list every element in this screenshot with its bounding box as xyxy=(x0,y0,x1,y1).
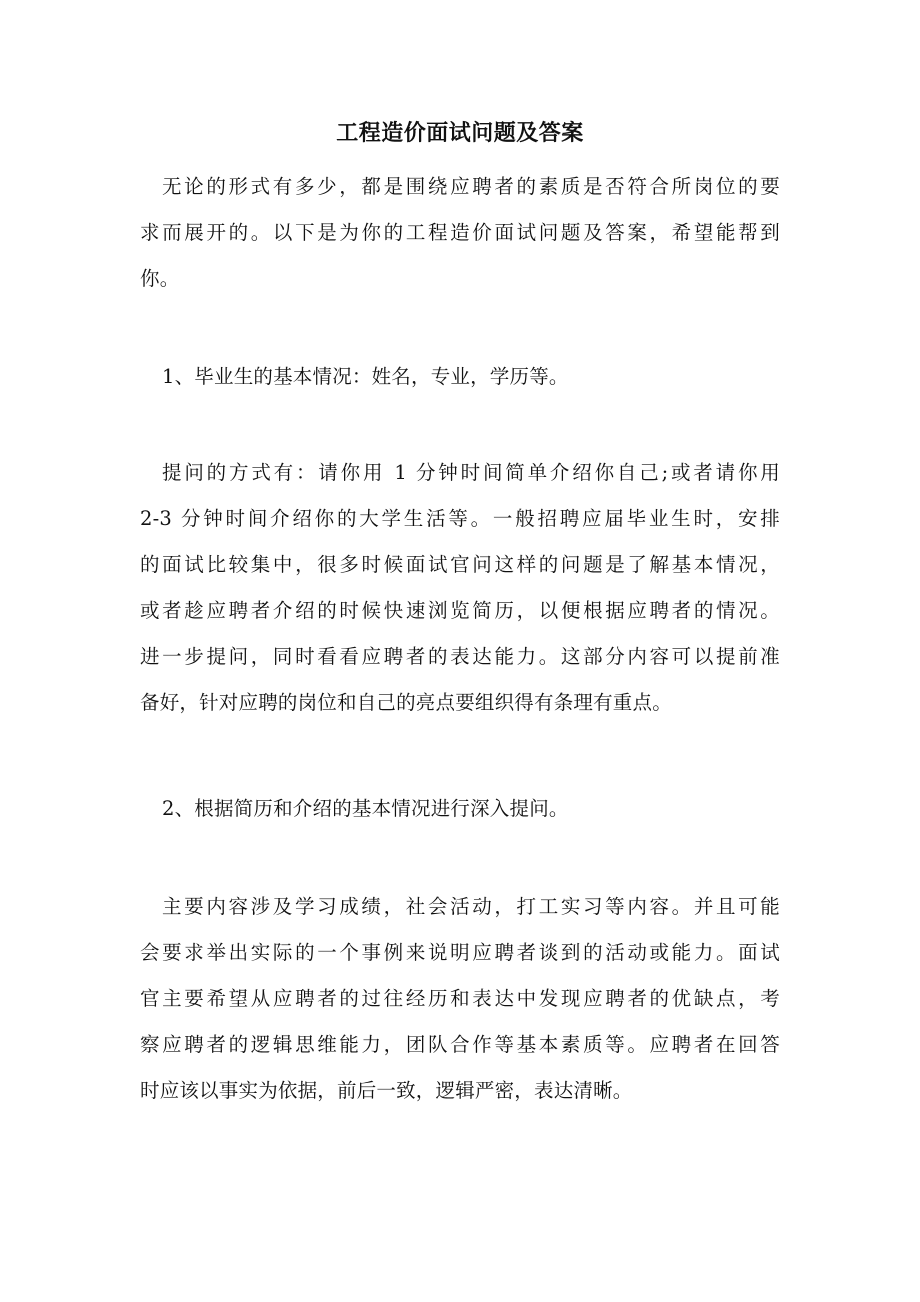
question-2-heading xyxy=(140,786,780,832)
text-line: 2、根据简历和介绍的基本情况进行深入提问。 xyxy=(162,797,569,820)
text-line: 官主要希望从应聘者的过往经历和表达中发现应聘者的优缺点，考 xyxy=(140,987,780,1010)
text-line: 备好，针对应聘的岗位和自己的亮点要组织得有条理有重点。 xyxy=(140,691,672,714)
text-line: 你。 xyxy=(140,267,180,290)
text-line: 2-3 分钟时间介绍你的大学生活等。一般招聘应届毕业生时，安排 xyxy=(140,507,780,530)
text-line: 求而展开的。以下是为你的工程造价面试问题及答案，希望能帮到 xyxy=(140,221,780,244)
text-line: 提问的方式有：请你用 1 分钟时间简单介绍你自己;或者请你用 xyxy=(162,461,780,484)
text-line: 无论的形式有多少，都是围绕应聘者的素质是否符合所岗位的要 xyxy=(162,175,780,198)
paragraph-intro xyxy=(140,164,780,302)
text-line: 时应该以事实为依据，前后一致，逻辑严密，表达清晰。 xyxy=(140,1079,633,1102)
document-title: 工程造价面试问题及答案 xyxy=(336,121,584,146)
text-line: 1、毕业生的基本情况：姓名，专业，学历等。 xyxy=(162,365,569,388)
text-line: 或者趁应聘者介绍的时候快速浏览简历，以便根据应聘者的情况。 xyxy=(140,599,780,622)
question-1-heading xyxy=(140,354,780,400)
paragraph-question-2-answer xyxy=(140,884,780,1114)
paragraph-question-1-answer xyxy=(140,450,780,726)
text-line: 进一步提问，同时看看应聘者的表达能力。这部分内容可以提前准 xyxy=(140,645,780,668)
text-line: 察应聘者的逻辑思维能力，团队合作等基本素质等。应聘者在回答 xyxy=(140,1033,780,1056)
text-line: 主要内容涉及学习成绩，社会活动，打工实习等内容。并且可能 xyxy=(162,895,780,918)
text-line: 的面试比较集中，很多时候面试官问这样的问题是了解基本情况， xyxy=(140,553,780,576)
text-line: 会要求举出实际的一个事例来说明应聘者谈到的活动或能力。面试 xyxy=(140,941,780,964)
